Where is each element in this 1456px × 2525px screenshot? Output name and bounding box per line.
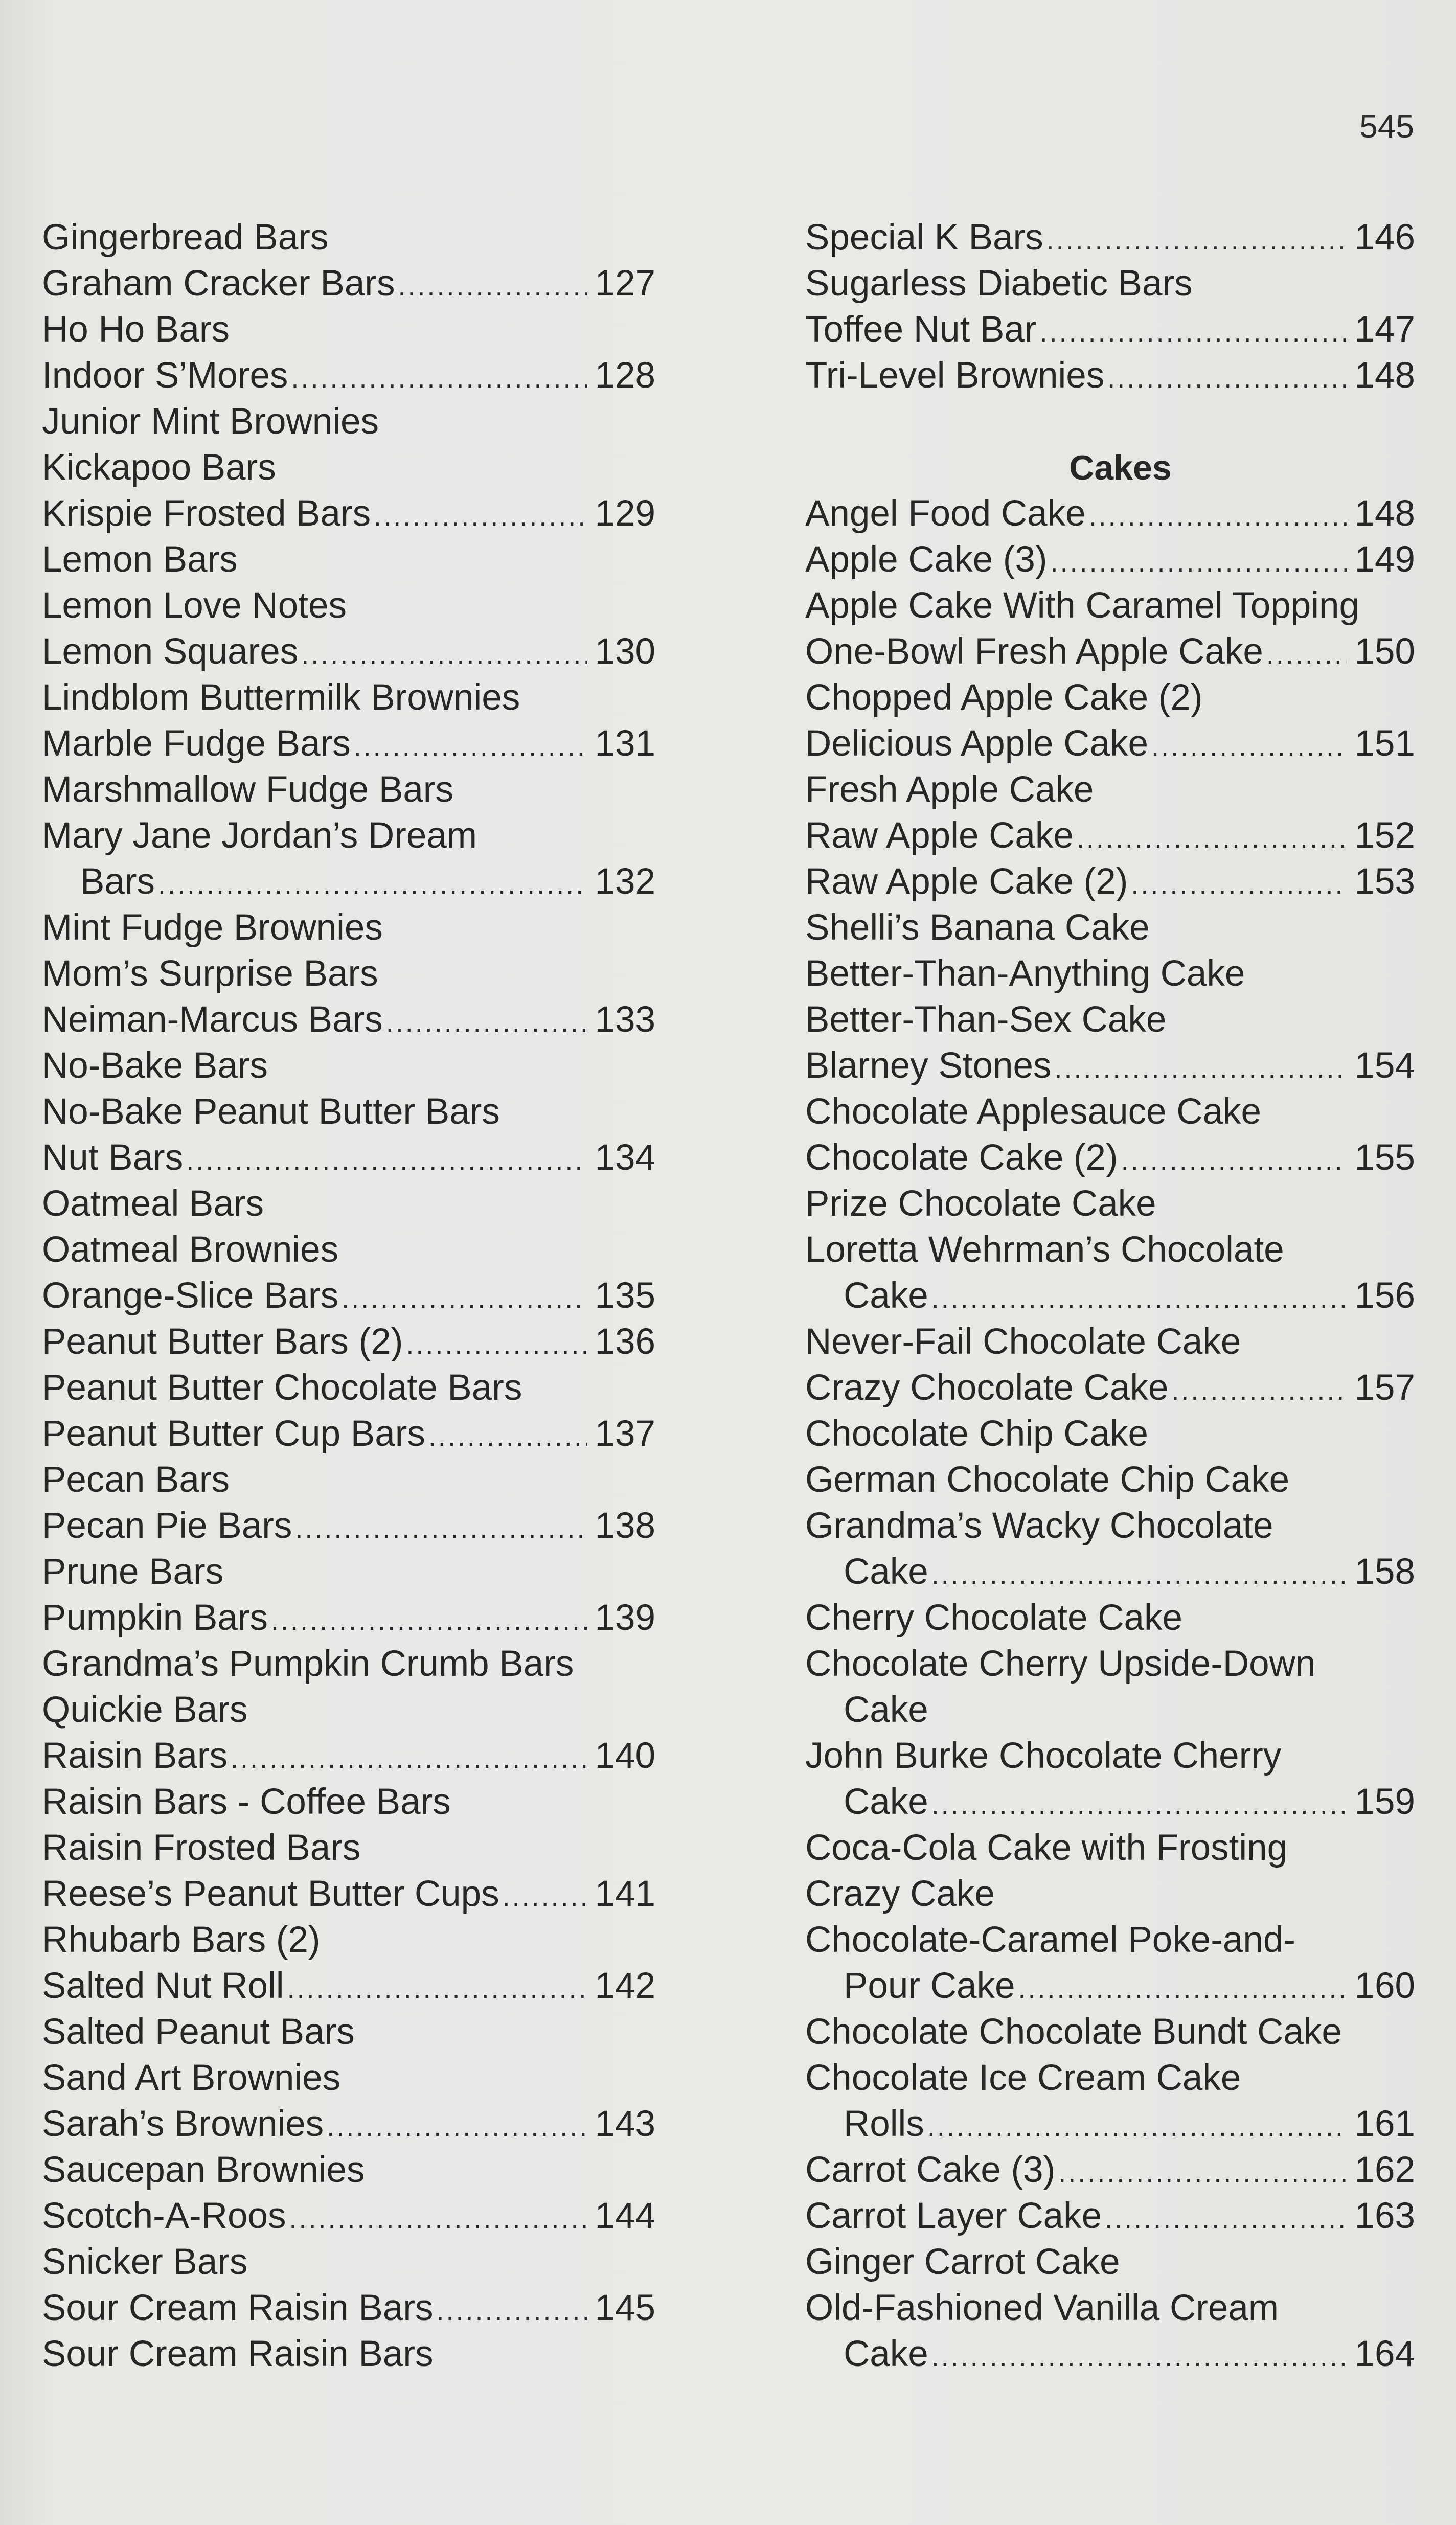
entry-title: Pecan Pie Bars (42, 1506, 292, 1546)
index-entry (42, 215, 655, 261)
index-entry (805, 1411, 1415, 1457)
dot-leader (1058, 2150, 1347, 2196)
entry-page-number: 133 (595, 999, 655, 1040)
entry-page-number: 140 (595, 1736, 655, 1776)
index-entry (42, 399, 655, 445)
index-entry-continuation (805, 2331, 1415, 2377)
index-entry (42, 2239, 655, 2285)
dot-leader (1040, 309, 1347, 355)
entry-title: Mom’s Surprise Bars (42, 953, 378, 994)
index-entry (805, 491, 1415, 537)
cakes-section-heading: Cakes (1069, 448, 1172, 487)
entry-title: Pecan Bars (42, 1460, 230, 1500)
dot-leader (406, 1322, 587, 1368)
entry-page-number: 135 (595, 1276, 655, 1316)
index-entry (805, 1457, 1415, 1503)
entry-page-number: 148 (1354, 355, 1415, 396)
dot-leader (1051, 539, 1347, 585)
index-entry (42, 675, 655, 721)
dot-leader (301, 631, 587, 677)
index-entry (42, 2147, 655, 2193)
entry-title: Krispie Frosted Bars (42, 493, 371, 534)
entry-title: Crazy Cake (805, 1874, 995, 1914)
entry-title: Grandma’s Pumpkin Crumb Bars (42, 1644, 574, 1684)
entry-page-number: 127 (595, 263, 655, 304)
index-entry (805, 1089, 1415, 1135)
entry-page-number: 142 (595, 1966, 655, 2006)
entry-title: Toffee Nut Bar (805, 309, 1037, 350)
index-entry (42, 1687, 655, 1733)
entry-title: Delicious Apple Cake (805, 723, 1148, 764)
entry-title: Cake (844, 1552, 928, 1592)
entry-page-number: 129 (595, 493, 655, 534)
entry-title: Kickapoo Bars (42, 447, 276, 488)
index-entry (42, 1043, 655, 1089)
entry-page-number: 157 (1354, 1368, 1415, 1408)
dot-leader (1151, 723, 1347, 769)
entry-title: One-Bowl Fresh Apple Cake (805, 631, 1263, 672)
entry-page-number: 152 (1354, 815, 1415, 856)
index-entry-continuation (805, 1549, 1415, 1595)
dot-leader (398, 263, 587, 309)
index-entry (805, 261, 1415, 307)
entry-page-number: 146 (1354, 217, 1415, 258)
index-entry (805, 307, 1415, 353)
index-entry (805, 1825, 1415, 1871)
entry-title: Cake (844, 1276, 928, 1316)
cakes-list (805, 491, 1415, 2377)
index-entry (42, 629, 655, 675)
index-entry (42, 2009, 655, 2055)
dot-leader (231, 1736, 587, 1782)
entry-title: Scotch-A-Roos (42, 2196, 286, 2236)
entry-title: Carrot Cake (3) (805, 2150, 1056, 2190)
entry-page-number: 161 (1354, 2104, 1415, 2144)
entry-title: Marshmallow Fudge Bars (42, 769, 453, 810)
entry-page-number: 147 (1354, 309, 1415, 350)
index-entry (805, 537, 1415, 583)
index-entry (805, 1135, 1415, 1181)
index-entry (805, 353, 1415, 399)
index-entry (805, 2009, 1415, 2055)
entry-title: Loretta Wehrman’s Chocolate (805, 1230, 1284, 1270)
index-entry (42, 1825, 655, 1871)
entry-title: Mint Fudge Brownies (42, 907, 383, 948)
dot-leader (327, 2104, 587, 2150)
entry-page-number: 154 (1354, 1045, 1415, 1086)
index-entry (42, 1457, 655, 1503)
dot-leader (158, 861, 587, 907)
entry-title: Peanut Butter Bars (2) (42, 1322, 403, 1362)
entry-title: Neiman-Marcus Bars (42, 999, 383, 1040)
entry-page-number: 138 (595, 1506, 655, 1546)
entry-page-number: 139 (595, 1598, 655, 1638)
index-entry (42, 905, 655, 951)
entry-title: Peanut Butter Cup Bars (42, 1414, 425, 1454)
index-entry-continuation (805, 1963, 1415, 2009)
entry-title: Sugarless Diabetic Bars (805, 263, 1193, 304)
entry-title: Special K Bars (805, 217, 1043, 258)
index-entry (42, 261, 655, 307)
entry-title: Orange-Slice Bars (42, 1276, 339, 1316)
entry-title: Cake (844, 1690, 928, 1730)
index-entry (42, 2285, 655, 2331)
entry-title: Chocolate Ice Cream Cake (805, 2058, 1241, 2098)
entry-title: Cake (844, 1782, 928, 1822)
entry-title: No-Bake Peanut Butter Bars (42, 1091, 500, 1132)
dot-leader (1121, 1138, 1347, 1184)
index-entry (42, 813, 655, 859)
entry-title: Prize Chocolate Cake (805, 1184, 1156, 1224)
index-entry (42, 537, 655, 583)
index-entry (42, 1089, 655, 1135)
entry-title: Pumpkin Bars (42, 1598, 268, 1638)
left-column (42, 215, 655, 2377)
dot-leader (354, 723, 587, 769)
index-entry (805, 1319, 1415, 1365)
entry-title: Salted Nut Roll (42, 1966, 284, 2006)
entry-title: Cherry Chocolate Cake (805, 1598, 1182, 1638)
index-entry (805, 2285, 1415, 2331)
entry-title: Quickie Bars (42, 1690, 248, 1730)
entry-title: Snicker Bars (42, 2242, 248, 2282)
entry-page-number: 145 (595, 2288, 655, 2328)
dot-leader (931, 1552, 1347, 1598)
entry-page-number: 149 (1354, 539, 1415, 580)
index-entry (42, 1917, 655, 1963)
entry-page-number: 164 (1354, 2334, 1415, 2374)
entry-page-number: 134 (595, 1138, 655, 1178)
page-number: 545 (1359, 108, 1414, 145)
entry-title: Chocolate Applesauce Cake (805, 1091, 1262, 1132)
entry-title: Carrot Layer Cake (805, 2196, 1102, 2236)
dot-leader (1077, 815, 1347, 861)
entry-title: Better-Than-Anything Cake (805, 953, 1245, 994)
index-entry (42, 1503, 655, 1549)
entry-page-number: 159 (1354, 1782, 1415, 1822)
index-entry (42, 2331, 655, 2377)
entry-title: Apple Cake (3) (805, 539, 1048, 580)
entry-title: Raw Apple Cake (805, 815, 1074, 856)
entry-title: Oatmeal Bars (42, 1184, 264, 1224)
index-entry (42, 2055, 655, 2101)
entry-title: Indoor S’Mores (42, 355, 288, 396)
entry-title: No-Bake Bars (42, 1045, 268, 1086)
index-entry (42, 1549, 655, 1595)
entry-page-number: 143 (595, 2104, 655, 2144)
dot-leader (436, 2288, 587, 2334)
dot-leader (291, 355, 587, 401)
entry-title: Sour Cream Raisin Bars (42, 2334, 434, 2374)
index-entry (42, 353, 655, 399)
entry-title: Lindblom Buttermilk Brownies (42, 677, 520, 718)
entry-title: Nut Bars (42, 1138, 184, 1178)
entry-title: John Burke Chocolate Cherry (805, 1736, 1282, 1776)
entry-title: Junior Mint Brownies (42, 401, 379, 442)
entry-title: Better-Than-Sex Cake (805, 999, 1167, 1040)
entry-title: Crazy Chocolate Cake (805, 1368, 1169, 1408)
index-entry-continuation (805, 1687, 1415, 1733)
entry-page-number: 148 (1354, 493, 1415, 534)
index-entry (42, 1135, 655, 1181)
entry-title: Graham Cracker Bars (42, 263, 395, 304)
dot-leader (186, 1138, 587, 1184)
index-entry (805, 1871, 1415, 1917)
entry-title: Lemon Squares (42, 631, 299, 672)
index-entry (805, 2193, 1415, 2239)
entry-page-number: 158 (1354, 1552, 1415, 1592)
entry-page-number: 131 (595, 723, 655, 764)
entry-title: Reese’s Peanut Butter Cups (42, 1874, 499, 1914)
entry-page-number: 151 (1354, 723, 1415, 764)
index-entry (42, 491, 655, 537)
entry-title: Lemon Bars (42, 539, 238, 580)
entry-title: Raisin Bars - Coffee Bars (42, 1782, 451, 1822)
index-entry (805, 1503, 1415, 1549)
entry-title: Coca-Cola Cake with Frosting (805, 1828, 1288, 1868)
index-entry (42, 1641, 655, 1687)
entry-title: Saucepan Brownies (42, 2150, 365, 2190)
entry-title: Mary Jane Jordan’s Dream (42, 815, 477, 856)
index-entry (805, 1595, 1415, 1641)
entry-title: Chocolate Chip Cake (805, 1414, 1148, 1454)
index-entry (805, 1733, 1415, 1779)
entry-title: Apple Cake With Caramel Topping (805, 585, 1359, 626)
index-entry-continuation (805, 1779, 1415, 1825)
entry-page-number: 136 (595, 1322, 655, 1362)
index-entry (805, 675, 1415, 721)
dot-leader (931, 1782, 1347, 1828)
entry-page-number: 155 (1354, 1138, 1415, 1178)
index-entry (805, 767, 1415, 813)
entry-title: Old-Fashioned Vanilla Cream (805, 2288, 1279, 2328)
entry-page-number: 153 (1354, 861, 1415, 902)
dot-leader (931, 1276, 1347, 1322)
index-entry (42, 1181, 655, 1227)
index-entry (42, 1595, 655, 1641)
entry-title: Prune Bars (42, 1552, 224, 1592)
entry-title: Ho Ho Bars (42, 309, 230, 350)
entry-title: Sand Art Brownies (42, 2058, 341, 2098)
index-entry (42, 997, 655, 1043)
dot-leader (1089, 493, 1347, 539)
entry-title: Gingerbread Bars (42, 217, 329, 258)
index-entry (42, 2101, 655, 2147)
index-entry (805, 1641, 1415, 1687)
index-entry (42, 767, 655, 813)
index-entry (42, 445, 655, 491)
entry-page-number: 141 (595, 1874, 655, 1914)
index-entry (805, 1365, 1415, 1411)
index-entry (805, 1043, 1415, 1089)
dot-leader (428, 1414, 587, 1460)
entry-title: Raw Apple Cake (2) (805, 861, 1128, 902)
entry-title: Salted Peanut Bars (42, 2012, 355, 2052)
index-entry (805, 1917, 1415, 1963)
entry-page-number: 156 (1354, 1276, 1415, 1316)
index-entry (805, 215, 1415, 261)
entry-page-number: 132 (595, 861, 655, 902)
index-entry (805, 1181, 1415, 1227)
index-entry (805, 1227, 1415, 1273)
entry-page-number: 130 (595, 631, 655, 672)
index-entry (42, 307, 655, 353)
entry-page-number: 137 (595, 1414, 655, 1454)
entry-page-number: 163 (1354, 2196, 1415, 2236)
index-entry (805, 583, 1415, 629)
entry-title: Peanut Butter Chocolate Bars (42, 1368, 522, 1408)
entry-title: Rolls (844, 2104, 924, 2144)
index-entry-continuation (805, 2101, 1415, 2147)
entry-title: Rhubarb Bars (2) (42, 1920, 321, 1960)
index-entry (42, 2193, 655, 2239)
dot-leader (503, 1874, 587, 1920)
entry-title: Shelli’s Banana Cake (805, 907, 1150, 948)
index-entry (42, 1871, 655, 1917)
index-entry (805, 859, 1415, 905)
entry-title: Raisin Bars (42, 1736, 228, 1776)
index-entry (805, 2239, 1415, 2285)
index-entry (42, 1227, 655, 1273)
index-entry (805, 997, 1415, 1043)
index-entry (42, 583, 655, 629)
index-entry (42, 1963, 655, 2009)
index-entry-continuation (805, 1273, 1415, 1319)
entry-title: Chocolate Cake (2) (805, 1138, 1118, 1178)
dot-leader (374, 493, 587, 539)
entry-title: Ginger Carrot Cake (805, 2242, 1120, 2282)
entry-page-number: 128 (595, 355, 655, 396)
dot-leader (271, 1598, 587, 1644)
index-entry (42, 1779, 655, 1825)
entry-title: Cake (844, 2334, 928, 2374)
dot-leader (386, 999, 587, 1045)
dot-leader (289, 2196, 587, 2242)
index-entry (42, 1365, 655, 1411)
dot-leader (1107, 355, 1347, 401)
dot-leader (1046, 217, 1347, 263)
index-entry (42, 721, 655, 767)
entry-title: Chopped Apple Cake (2) (805, 677, 1203, 718)
entry-page-number: 160 (1354, 1966, 1415, 2006)
index-entry (42, 951, 655, 997)
index-entry (42, 1411, 655, 1457)
dot-leader (931, 2334, 1347, 2380)
entry-page-number: 150 (1354, 631, 1415, 672)
entry-title: Chocolate Cherry Upside-Down (805, 1644, 1316, 1684)
entry-title: German Chocolate Chip Cake (805, 1460, 1290, 1500)
entry-title: Lemon Love Notes (42, 585, 347, 626)
entry-title: Fresh Apple Cake (805, 769, 1094, 810)
dot-leader (1055, 1045, 1347, 1091)
dot-leader (927, 2104, 1347, 2150)
index-entry (805, 951, 1415, 997)
index-entry (42, 1733, 655, 1779)
dot-leader (1266, 631, 1347, 677)
index-entry (805, 2055, 1415, 2101)
entry-page-number: 144 (595, 2196, 655, 2236)
entry-title: Chocolate Chocolate Bundt Cake (805, 2012, 1342, 2052)
entry-title: Raisin Frosted Bars (42, 1828, 361, 1868)
entry-title: Bars (80, 861, 155, 902)
index-entry (805, 2147, 1415, 2193)
dot-leader (1171, 1368, 1347, 1414)
index-entry-continuation (42, 859, 655, 905)
index-entry (42, 1319, 655, 1365)
dot-leader (287, 1966, 587, 2012)
index-entry (42, 1273, 655, 1319)
dot-leader (1131, 861, 1347, 907)
entry-title: Never-Fail Chocolate Cake (805, 1322, 1241, 1362)
entry-title: Blarney Stones (805, 1045, 1052, 1086)
dot-leader (342, 1276, 587, 1322)
entry-title: Oatmeal Brownies (42, 1230, 339, 1270)
entry-title: Marble Fudge Bars (42, 723, 351, 764)
index-entry (805, 629, 1415, 675)
entry-title: Pour Cake (844, 1966, 1015, 2006)
bars-continued-list (805, 215, 1415, 399)
dot-leader (295, 1506, 587, 1552)
entry-page-number: 162 (1354, 2150, 1415, 2190)
entry-title: Sarah’s Brownies (42, 2104, 324, 2144)
dot-leader (1105, 2196, 1347, 2242)
right-column (805, 215, 1415, 2377)
dot-leader (1018, 1966, 1347, 2012)
entry-title: Chocolate-Caramel Poke-and- (805, 1920, 1295, 1960)
entry-title: Tri-Level Brownies (805, 355, 1105, 396)
index-entry (805, 905, 1415, 951)
index-entry (805, 721, 1415, 767)
index-entry (805, 813, 1415, 859)
entry-title: Angel Food Cake (805, 493, 1086, 534)
entry-title: Sour Cream Raisin Bars (42, 2288, 434, 2328)
entry-title: Grandma’s Wacky Chocolate (805, 1506, 1273, 1546)
